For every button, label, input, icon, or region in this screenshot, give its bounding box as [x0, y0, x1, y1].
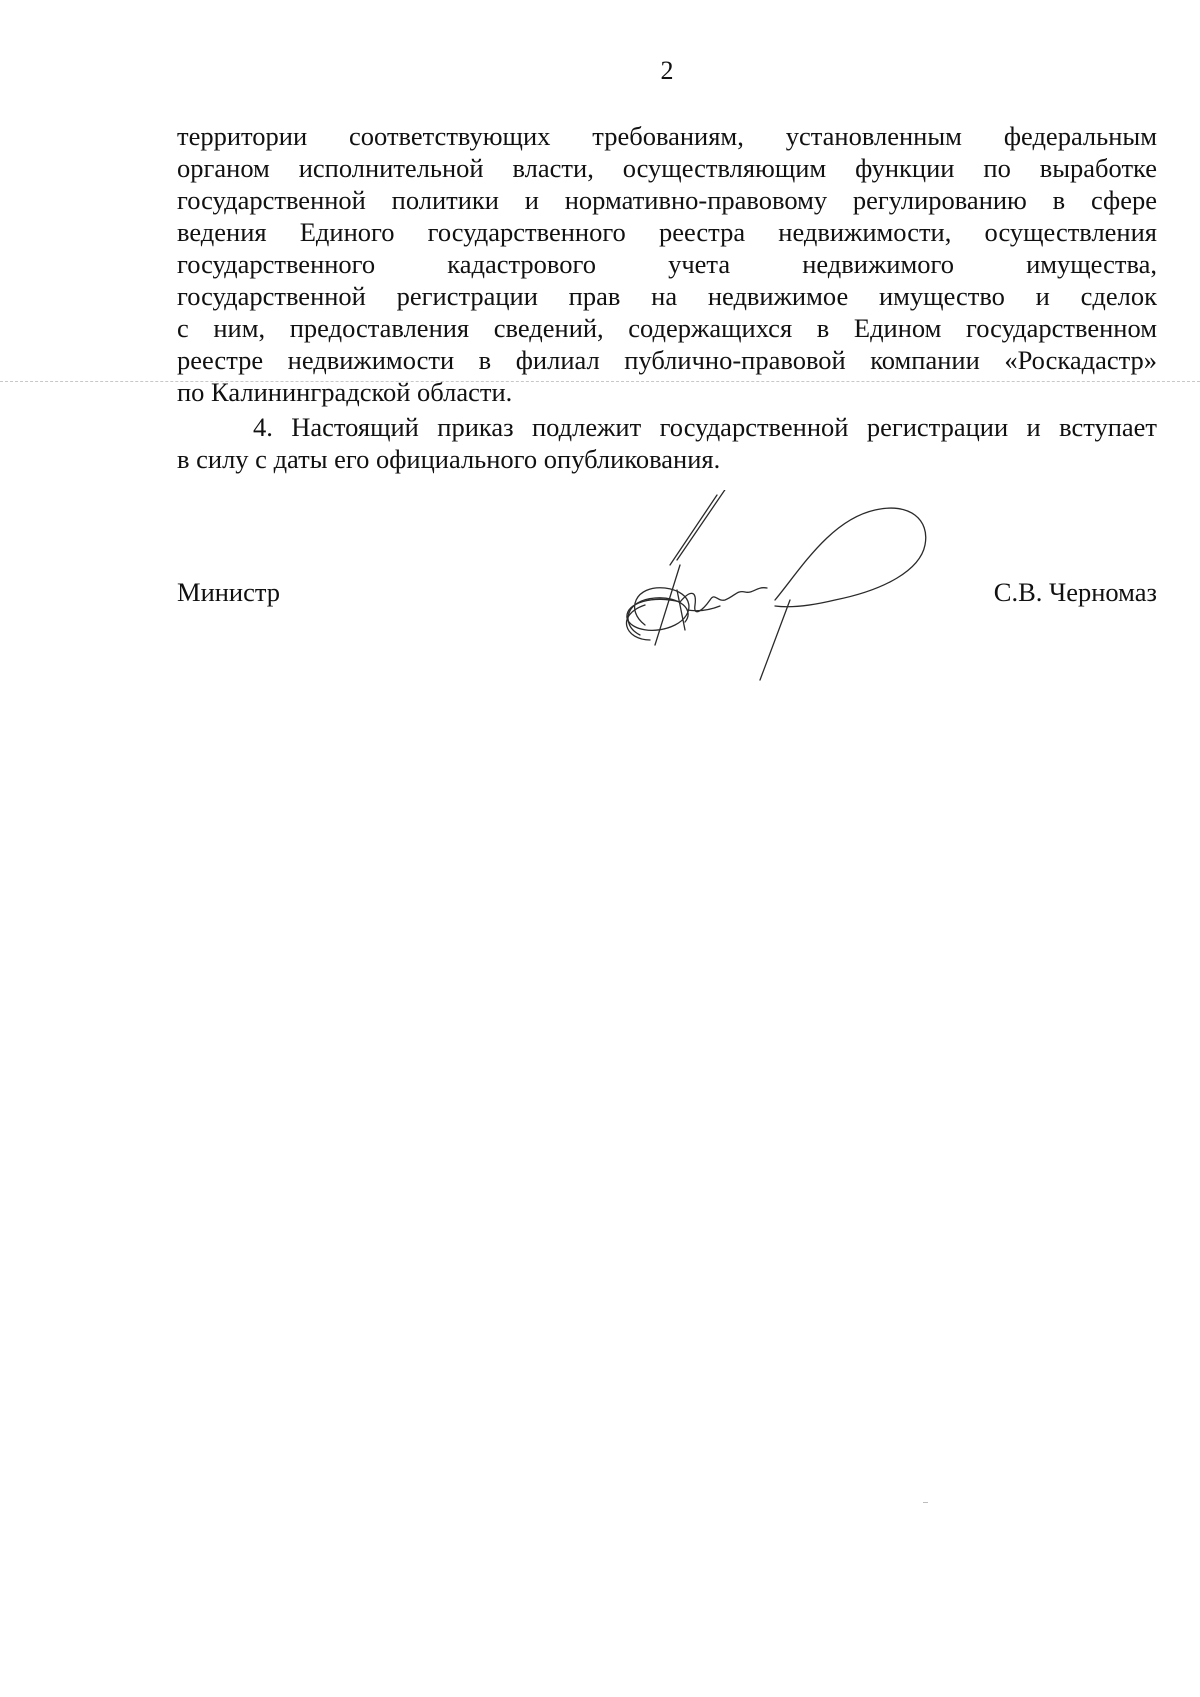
text-line: территории соответствующих требованиям, установленным федеральным — [177, 121, 1157, 151]
paragraph-continuation — [177, 120, 1157, 408]
text-line: 4. Настоящий приказ подлежит государственной регистрации и вступает — [253, 412, 1157, 442]
text-line: государственной политики и нормативно-правовому регулированию в сфере — [177, 185, 1157, 215]
text-line: в силу с даты его официального опубликования. — [177, 444, 721, 474]
text-line: государственной регистрации прав на недвижимое имущество и сделок — [177, 281, 1157, 311]
page-number: 2 — [660, 56, 674, 85]
text-line: органом исполнительной власти, осуществляющим функции по выработке — [177, 153, 1157, 183]
text-line: государственного кадастрового учета недвижимого имущества, — [177, 249, 1157, 279]
text-line: с ним, предоставления сведений, содержащихся в Едином государственном — [177, 313, 1157, 343]
scan-speck — [923, 1502, 928, 1503]
handwritten-signature — [585, 490, 945, 690]
text-line: ведения Единого государственного реестра недвижимости, осуществления — [177, 217, 1157, 247]
paragraph-item-4 — [177, 411, 1157, 475]
text-line: по Калининградской области. — [177, 377, 513, 407]
signatory-name: С.В. Черномаз — [993, 577, 1157, 607]
signatory-title: Министр — [177, 577, 281, 607]
text-line: реестре недвижимости в филиал публично-правовой компании «Роскадастр» — [177, 345, 1157, 375]
